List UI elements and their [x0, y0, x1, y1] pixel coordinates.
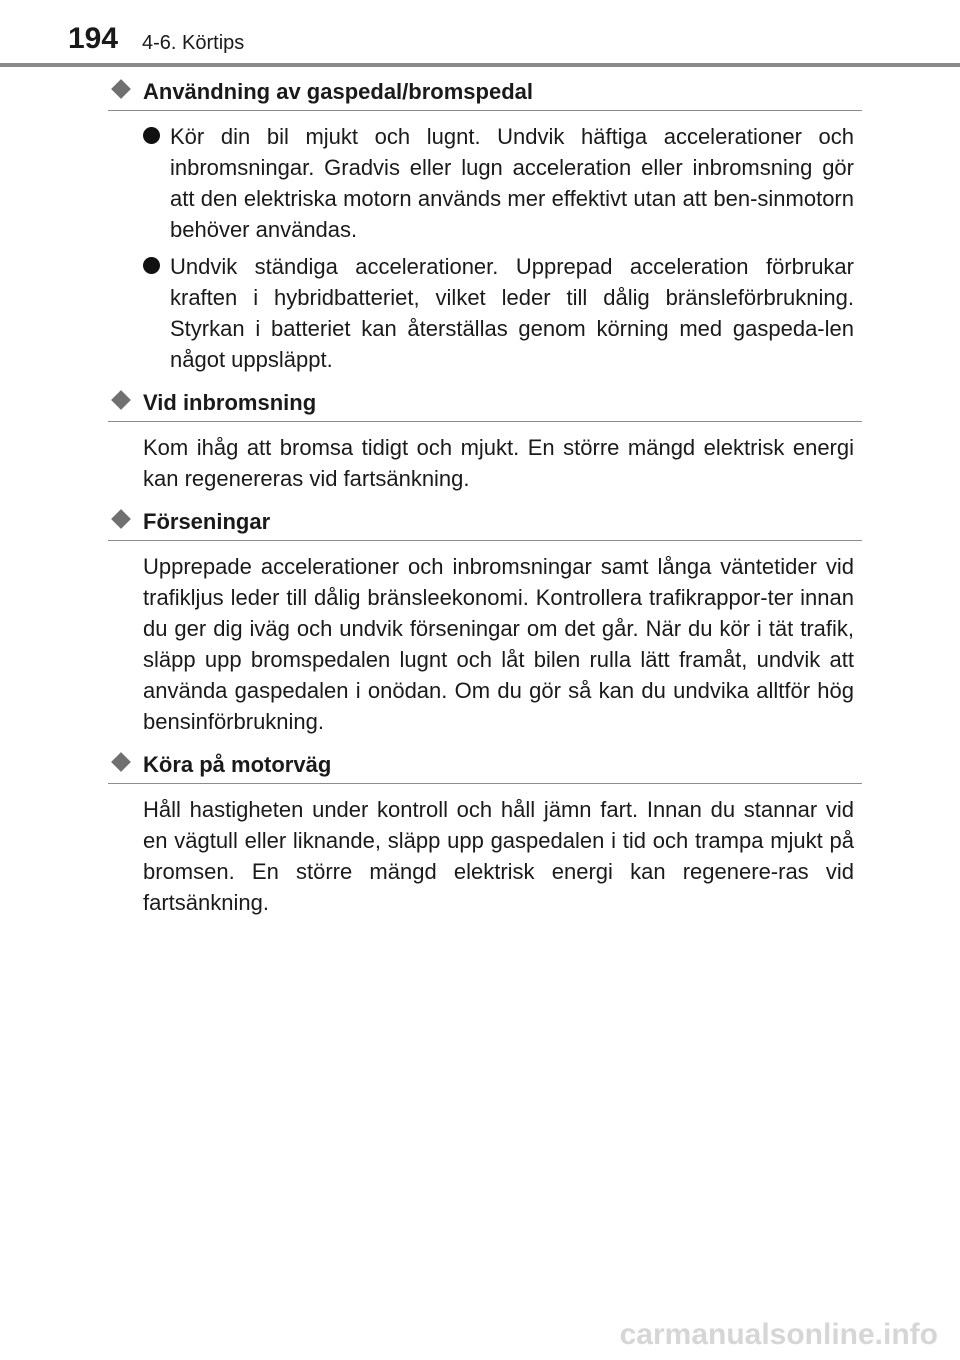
section-heading: [108, 747, 862, 784]
section-title: Köra på motorväg: [143, 752, 332, 777]
diamond-bullet-icon: [111, 79, 131, 99]
circle-bullet-icon: [143, 257, 160, 274]
page-number: 194: [68, 22, 119, 55]
section-paragraph: Håll hastigheten under kontroll och håll jämn fart. Innan du stannar vid en vägtull eller liknande, släpp upp gaspedalen i tid och trampa mjukt på bromsen. En större mängd elektrisk energi kan regenere-ras vid fartsänkning.: [143, 797, 854, 915]
list-item: [108, 251, 862, 375]
section-braking: [108, 385, 862, 494]
section-heading: [108, 74, 862, 111]
section-heading: [108, 504, 862, 541]
diamond-bullet-icon: [111, 509, 131, 529]
chapter-label: 4-6. Körtips: [142, 32, 245, 54]
page-header: [0, 0, 960, 68]
section-pedal-use: [108, 74, 862, 375]
list-item-text: Kör din bil mjukt och lugnt. Undvik häftiga accelerationer och inbromsningar. Gradvis eller lugn acceleration eller inbromsning gör att den elektriska motorn används mer effektivt utan att ben-sinmotorn behöver användas.: [170, 124, 854, 242]
section-title: Vid inbromsning: [143, 390, 317, 415]
list-item-text: Undvik ständiga accelerationer. Upprepad acceleration förbrukar kraften i hybridbatteriet, vilket leder till dålig bränsleförbrukning. Styrkan i batteriet kan återställas genom körning med gaspeda-len något uppsläppt.: [170, 254, 854, 372]
header-divider: [0, 63, 960, 67]
watermark: carmanualsonline.info: [619, 1318, 938, 1351]
section-delays: [108, 504, 862, 737]
section-title: Förseningar: [143, 509, 271, 534]
page-body: [108, 74, 862, 928]
section-title: Användning av gaspedal/bromspedal: [143, 79, 533, 104]
section-paragraph: Upprepade accelerationer och inbromsningar samt långa väntetider vid trafikljus leder till dålig bränsleekonomi. Kontrollera trafikrappor-ter innan du ger dig iväg och undvik förseningar om det går. När du kör i tät trafik, släpp upp bromspedalen lugnt och låt bilen rulla lätt framåt, undvik att använda gaspedalen i onödan. Om du gör så kan du undvika alltför hög bensinförbrukning.: [143, 554, 854, 734]
section-heading: [108, 385, 862, 422]
section-paragraph: Kom ihåg att bromsa tidigt och mjukt. En större mängd elektrisk energi kan regenereras vid fartsänkning.: [143, 435, 854, 491]
diamond-bullet-icon: [111, 390, 131, 410]
circle-bullet-icon: [143, 127, 160, 144]
section-highway: [108, 747, 862, 918]
list-item: [108, 121, 862, 245]
diamond-bullet-icon: [111, 752, 131, 772]
